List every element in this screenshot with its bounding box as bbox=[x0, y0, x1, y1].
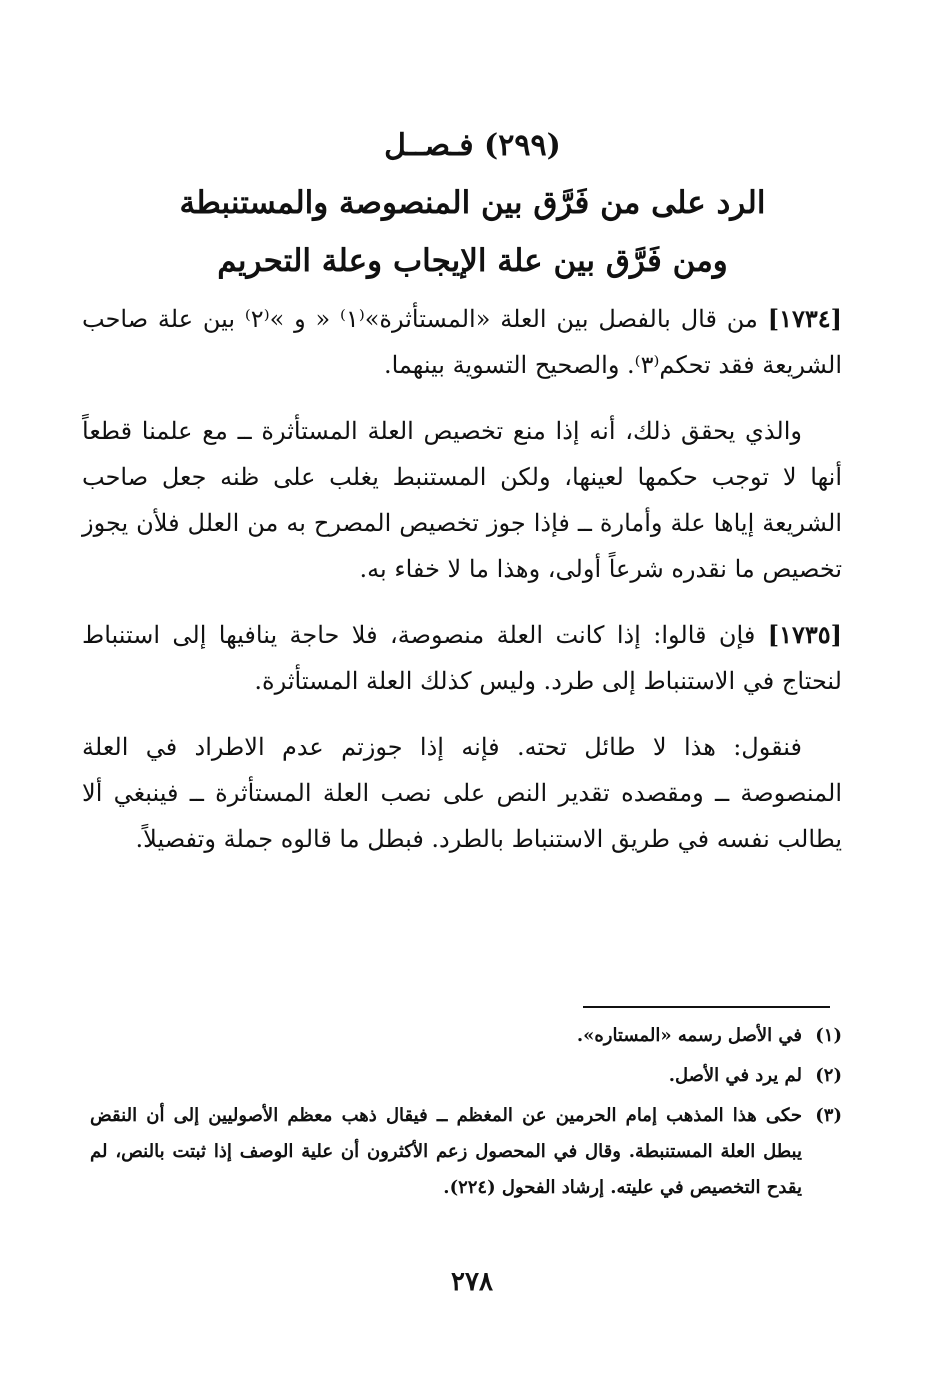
paragraph-continuation-1 bbox=[82, 408, 842, 592]
paragraph-continuation-2 bbox=[82, 724, 842, 862]
footnote-text: حكى هذا المذهب إمام الحرمين عن المغظم ــ فيقال ذهب معظم الأصوليين إلى أن النقض يبطل العلة المستنبطة. وقال في المحصول زعم الأكثرون أن علية الوصف إذا ثبتت بالنص، لم يقدح التخصيص في عليته. إرشاد الفحول (٢٢٤). bbox=[90, 1105, 802, 1198]
section-title-line-1: الرد على من فَرَّق بين المنصوصة والمستنبطة bbox=[179, 185, 766, 221]
paragraph-number: [١٧٣٥] bbox=[767, 620, 842, 649]
paragraph-text: فنقول: هذا لا طائل تحته. فإنه إذا جوزتم عدم الاطراد في العلة المنصوصة ــ ومقصده تقدير النص على نصب العلة المستأثرة ــ فينبغي ألا يطالب نفسه في طريق الاستنباط بالطرد. فبطل ما قالوه جملة وتفصيلاً. bbox=[82, 733, 842, 853]
footnote-1 bbox=[90, 1018, 842, 1054]
paragraph-number: [١٧٣٤] bbox=[767, 304, 842, 333]
footnote-divider bbox=[583, 1006, 830, 1008]
paragraph-1734 bbox=[82, 296, 842, 388]
footnote-3 bbox=[90, 1098, 842, 1206]
footnote-mark: (٢) bbox=[815, 1065, 842, 1086]
footnote-2 bbox=[90, 1058, 842, 1094]
footnotes bbox=[90, 1018, 842, 1210]
section-title-line-2: ومن فَرَّق بين علة الإيجاب وعلة التحريم bbox=[217, 243, 728, 279]
paragraph-text: من قال بالفصل بين العلة «المستأثرة»⁽١⁾ « و »⁽٢⁾ بين علة صاحب الشريعة فقد تحكم⁽٣⁾. والصحيح التسوية بينهما. bbox=[82, 305, 842, 379]
footnote-mark: (١) bbox=[815, 1025, 842, 1046]
footnote-text: لم يرد في الأصل. bbox=[668, 1065, 802, 1086]
paragraph-1735 bbox=[82, 612, 842, 704]
paragraph-text: فإن قالوا: إذا كانت العلة منصوصة، فلا حاجة ينافيها إلى استنباط لنحتاج في الاستنباط إلى طرد. وليس كذلك العلة المستأثرة. bbox=[82, 621, 842, 695]
footnote-mark: (٣) bbox=[815, 1105, 842, 1126]
footnote-text: في الأصل رسمه «المستاره». bbox=[576, 1025, 802, 1046]
main-text bbox=[82, 296, 842, 882]
page-number: ٢٧٨ bbox=[451, 1267, 493, 1297]
paragraph-text: والذي يحقق ذلك، أنه إذا منع تخصيص العلة المستأثرة ــ مع علمنا قطعاً أنها لا توجب حكمها لعينها، ولكن المستنبط يغلب على ظنه جعل صاحب الشريعة إياها علة وأمارة ــ فإذا جوز تخصيص المصرح به من العلل فلأن يجوز تخصيص ما نقدره شرعاً أولى، وهذا ما لا خفاء به. bbox=[82, 417, 842, 583]
section-number: (٢٩٩) فـصــل bbox=[384, 128, 561, 163]
chapter-heading bbox=[100, 118, 845, 290]
